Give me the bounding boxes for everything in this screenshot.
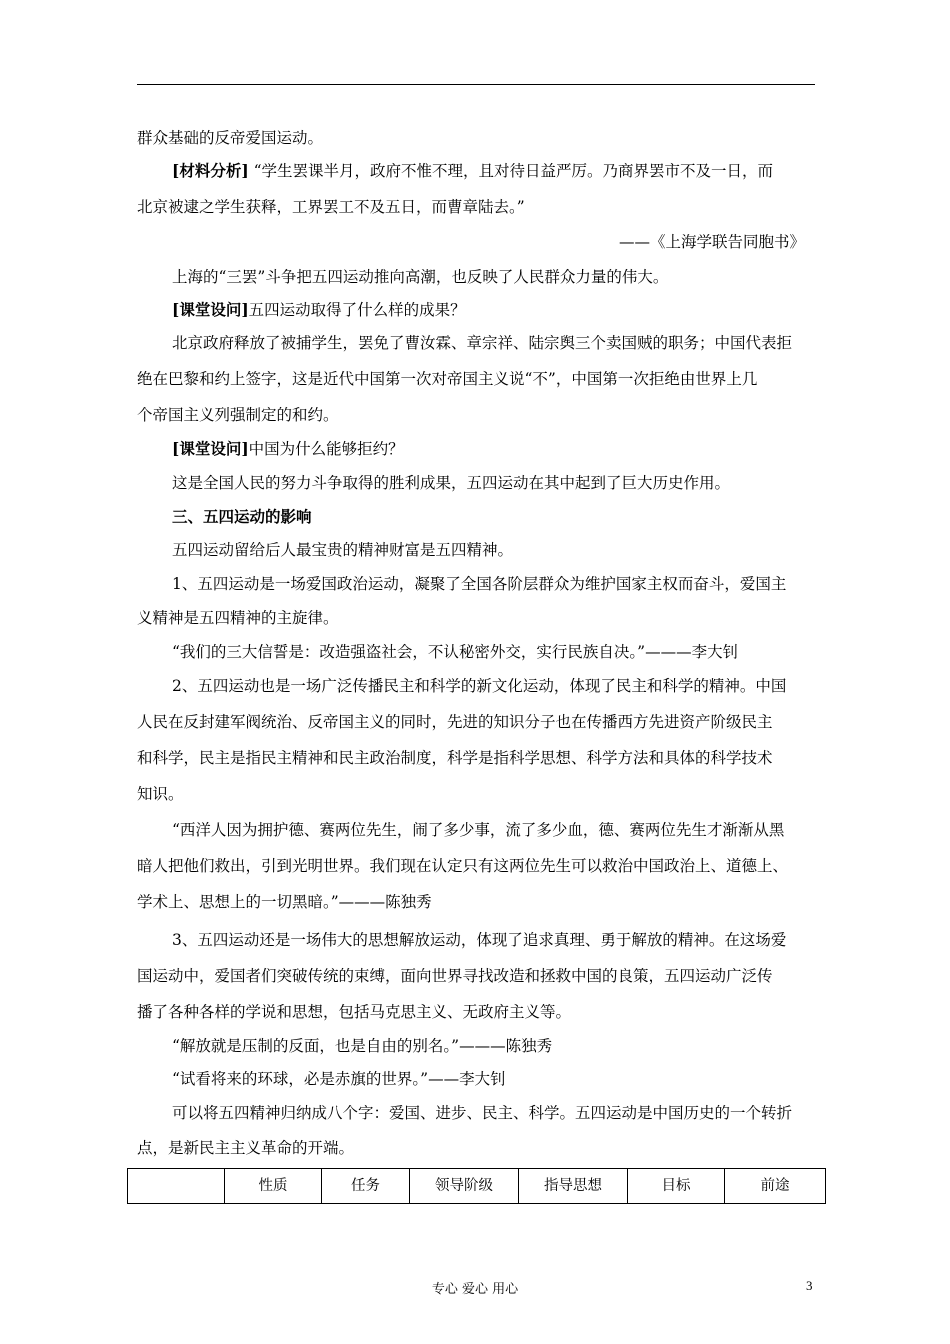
text-line: 个帝国主义列强制定的和约。 — [137, 406, 339, 424]
table-header-cell: 目标 — [628, 1169, 725, 1204]
text-line: [课堂设问]五四运动取得了什么样的成果？ — [172, 300, 466, 319]
material-analysis-label: [材料分析] — [172, 161, 249, 180]
page-number: 3 — [806, 1278, 813, 1293]
text-line: 北京被逮之学生获释，工界罢工不及五日，而曹章陆去。” — [137, 198, 525, 216]
text-line: 播了各种各样的学说和思想，包括马克思主义、无政府主义等。 — [137, 1003, 572, 1021]
table-header-cell: 前途 — [725, 1169, 826, 1204]
text-line: 2、五四运动也是一场广泛传播民主和科学的新文化运动，体现了民主和科学的精神。中国 — [172, 677, 787, 695]
table-header-cell: 性质 — [225, 1169, 322, 1204]
text-line: 和科学，民主是指民主精神和民主政治制度，科学是指科学思想、科学方法和具体的科学技术 — [137, 749, 773, 767]
quote-source: ——《上海学联告同胞书》 — [618, 233, 805, 251]
header-rule — [137, 84, 815, 85]
table-header-cell: 领导阶级 — [410, 1169, 519, 1204]
page-footer: 专心 爱心 用心 — [431, 1282, 519, 1297]
text-line: [材料分析] “学生罢课半月，政府不惟不理，且对待日益严厉。乃商界罢市不及一日，而 — [172, 161, 774, 180]
quote-line: “试看将来的环球，必是赤旗的世界。”——李大钊 — [172, 1070, 506, 1088]
text-line: 可以将五四精神归纳成八个字：爱国、进步、民主、科学。五四运动是中国历史的一个转折 — [172, 1104, 793, 1122]
table-header-row — [128, 1169, 826, 1204]
text-line: 点，是新民主主义革命的开端。 — [137, 1139, 355, 1157]
quote-line: “西洋人因为拥护德、赛两位先生，闹了多少事，流了多少血，德、赛两位先生才渐渐从黑 — [172, 821, 785, 839]
classroom-question-label: [课堂设问] — [172, 300, 249, 319]
summary-table — [127, 1168, 826, 1204]
text-line: 群众基础的反帝爱国运动。 — [137, 129, 324, 147]
quote-line: “我们的三大信誓是：改造强盗社会，不认秘密外交，实行民族自决。”———李大钊 — [172, 643, 739, 661]
text-line: 义精神是五四精神的主旋律。 — [137, 609, 339, 627]
text-line: [课堂设问]中国为什么能够拒约？ — [172, 439, 404, 458]
table-header-cell: 任务 — [322, 1169, 410, 1204]
text-line: 五四运动留给后人最宝贵的精神财富是五四精神。 — [172, 541, 514, 559]
text-line: 1、五四运动是一场爱国政治运动，凝聚了全国各阶层群众为维护国家主权而奋斗，爱国主 — [172, 575, 787, 593]
text-line: 国运动中，爱国者们突破传统的束缚，面向世界寻找改造和拯救中国的良策，五四运动广泛传 — [137, 967, 773, 985]
text-line: 上海的“三罢”斗争把五四运动推向高潮，也反映了人民群众力量的伟大。 — [172, 268, 669, 286]
classroom-question-label: [课堂设问] — [172, 439, 249, 458]
text-line: 人民在反封建军阀统治、反帝国主义的同时，先进的知识分子也在传播西方先进资产阶级民主 — [137, 713, 773, 731]
text-line: 知识。 — [137, 785, 184, 803]
quote-line: 暗人把他们救出，引到光明世界。我们现在认定只有这两位先生可以救治中国政治上、道德上、 — [137, 857, 789, 875]
text-line: 这是全国人民的努力斗争取得的胜利成果，五四运动在其中起到了巨大历史作用。 — [172, 474, 731, 492]
section-heading: 三、五四运动的影响 — [172, 507, 312, 526]
text-line: 3、五四运动还是一场伟大的思想解放运动，体现了追求真理、勇于解放的精神。在这场爱 — [172, 931, 787, 949]
text-line: 北京政府释放了被捕学生，罢免了曹汝霖、章宗祥、陆宗舆三个卖国贼的职务；中国代表拒 — [172, 334, 793, 352]
table-header-cell — [128, 1169, 225, 1204]
quote-line: 学术上、思想上的一切黑暗。”———陈独秀 — [137, 893, 432, 911]
table-header-cell: 指导思想 — [519, 1169, 628, 1204]
text-line: 绝在巴黎和约上签字，这是近代中国第一次对帝国主义说“不”，中国第一次拒绝由世界上几 — [137, 370, 758, 388]
quote-line: “解放就是压制的反面，也是自由的别名。”———陈独秀 — [172, 1037, 553, 1055]
